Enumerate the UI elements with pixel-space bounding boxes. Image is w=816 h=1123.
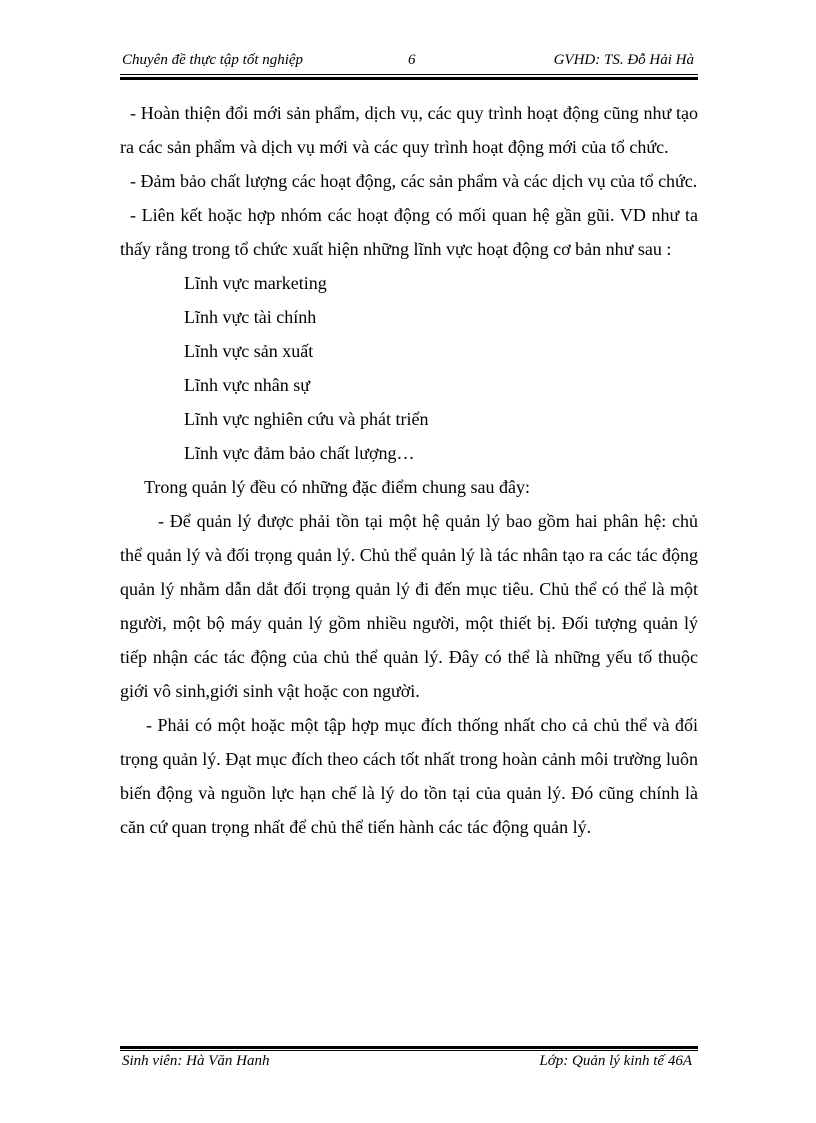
paragraph-common-goal: - Phải có một hoặc một tập hợp mục đích thống nhất cho cả chủ thể và đối trọng quản lý. Đạt mục đích theo cách tốt nhất trong hoàn cảnh môi trường luôn biến động và nguồn lực hạn chế là lý do tồn tại của quản lý. Đó cũng chính là căn cứ quan trọng nhất để chủ thể tiến hành các tác động quản lý.: [120, 715, 698, 837]
header-supervisor: GVHD: TS. Đỗ Hải Hà: [553, 52, 694, 68]
field-item: Lĩnh vực marketing: [184, 273, 327, 293]
footer-rule-thick: [120, 1046, 698, 1049]
footer-student: Sinh viên: Hà Văn Hanh: [122, 1053, 270, 1069]
field-item: Lĩnh vực tài chính: [184, 307, 317, 327]
field-item: Lĩnh vực nhân sự: [184, 375, 310, 395]
paragraph-management-system: - Để quản lý được phải tồn tại một hệ quản lý bao gồm hai phân hệ: chủ thể quản lý và đối trọng quản lý. Chủ thể quản lý là tác nhân tạo ra các tác động quản lý nhằm dẫn dắt đối trọng quản lý đi đến mục tiêu. Chủ thể có thể là một người, một bộ máy quản lý gồm nhiều người, một thiết bị. Đối tượng quản lý tiếp nhận các tác động của chủ thể quản lý. Đây có thể là những yếu tố thuộc giới vô sinh,giới sinh vật hoặc con người.: [120, 511, 698, 701]
page-number: 6: [408, 52, 416, 68]
paragraph-common-traits: Trong quản lý đều có những đặc điểm chung sau đây:: [144, 477, 531, 497]
paragraph-grouping: - Liên kết hoặc hợp nhóm các hoạt động có mối quan hệ gần gũi. VD như ta thấy rằng trong tổ chức xuất hiện những lĩnh vực hoạt động cơ bản như sau :: [120, 205, 698, 259]
header-thesis-title: Chuyên đề thực tập tốt nghiệp: [122, 52, 304, 68]
header-rule-thick: [120, 77, 698, 80]
field-item: Lĩnh vực đảm bảo chất lượng…: [184, 443, 415, 463]
field-item: Lĩnh vực nghiên cứu và phát triển: [184, 409, 429, 429]
paragraph-innovation: - Hoàn thiện đổi mới sản phẩm, dịch vụ, các quy trình hoạt động cũng như tạo ra các sản phẩm và dịch vụ mới và các quy trình hoạt động mới của tổ chức.: [120, 103, 698, 157]
header-rule-thin: [120, 74, 698, 75]
footer-class: Lớp: Quản lý kinh tế 46A: [539, 1053, 692, 1069]
page-header: [120, 48, 698, 74]
paragraph-quality: - Đảm bảo chất lượng các hoạt động, các sản phẩm và các dịch vụ của tổ chức.: [130, 171, 698, 191]
page-footer: [120, 1053, 698, 1077]
field-item: Lĩnh vực sản xuất: [184, 341, 314, 361]
footer-rule-thin: [120, 1050, 698, 1051]
page-body: [120, 96, 698, 844]
